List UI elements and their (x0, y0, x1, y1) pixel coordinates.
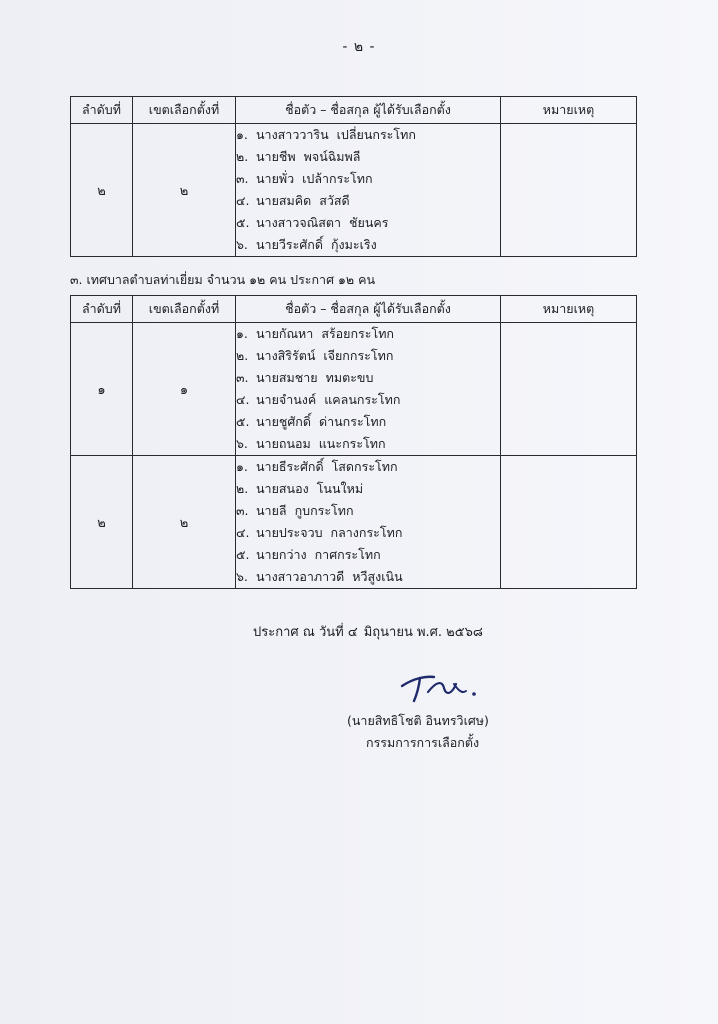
name-entry (236, 323, 500, 345)
table-row (71, 323, 637, 456)
surname: ทมตะขบ (325, 370, 374, 385)
announcement-date (253, 621, 483, 642)
name-index: ๒. (236, 149, 249, 164)
given-name: นายธีระศักดิ์ (256, 459, 324, 474)
name-entry (236, 345, 500, 367)
name-entry (236, 522, 500, 544)
surname: ด่านกระโทก (319, 414, 387, 429)
names-cell (236, 456, 501, 589)
given-name: นายถนอม (256, 436, 311, 451)
given-name: นายกัณหา (256, 326, 314, 341)
name-entry (236, 566, 500, 588)
name-index: ๕. (236, 215, 250, 230)
name-entry (236, 367, 500, 389)
given-name: นายสมชาย (256, 370, 318, 385)
section-heading: ๓. เทศบาลตำบลท่าเยี่ยม จำนวน ๑๒ คน ประกาศ ๑๒ คน (70, 272, 376, 287)
given-name: นางสาวจณิสตา (256, 215, 342, 230)
given-name: นายวีระศักดิ์ (256, 237, 323, 252)
remark-cell (501, 456, 637, 589)
header-name: ชื่อตัว – ชื่อสกุล ผู้ได้รับเลือกตั้ง (236, 97, 501, 124)
handwritten-signature (392, 664, 480, 706)
name-index: ๓. (236, 503, 249, 518)
district-cell: ๒ (133, 124, 236, 257)
table-header-row (71, 296, 637, 323)
elected-members-table (70, 295, 637, 589)
surname: กูบกระโทก (294, 503, 354, 518)
name-entry (236, 478, 500, 500)
given-name: นายกว่าง (256, 547, 307, 562)
name-index: ๑. (236, 326, 248, 341)
name-entry (236, 146, 500, 168)
order-cell: ๒ (71, 124, 133, 257)
name-index: ๓. (236, 370, 249, 385)
surname: กุ้งมะเริง (330, 237, 377, 252)
given-name: นายจำนงค์ (256, 392, 317, 407)
given-name: นางสาววาริน (256, 127, 329, 142)
table-row (71, 124, 637, 257)
names-cell (236, 323, 501, 456)
surname: กลางกระโทก (330, 525, 403, 540)
surname: พจน์ฉิมพลี (303, 149, 361, 164)
header-order: ลำดับที่ (71, 296, 133, 323)
elected-members-table-continued (70, 96, 637, 257)
header-order: ลำดับที่ (71, 97, 133, 124)
given-name: นายสนอง (256, 481, 309, 496)
page-number: - ๒ - (342, 39, 376, 55)
table-header-row (71, 97, 637, 124)
name-entry (236, 544, 500, 566)
district-cell: ๒ (133, 456, 236, 589)
name-entry (236, 212, 500, 234)
name-entry (236, 389, 500, 411)
surname: หวีสูงเนิน (352, 569, 403, 584)
name-entry (236, 411, 500, 433)
signer-name: (นายสิทธิโชติ อินทรวิเศษ) (347, 713, 489, 728)
name-index: ๒. (236, 481, 249, 496)
surname: โสดกระโทก (331, 459, 398, 474)
surname: ชัยนคร (349, 215, 389, 230)
order-cell: ๒ (71, 456, 133, 589)
header-district: เขตเลือกตั้งที่ (133, 97, 236, 124)
name-entry (236, 433, 500, 455)
name-entry (236, 500, 500, 522)
name-index: ๖. (236, 436, 248, 451)
name-index: ๔. (236, 193, 250, 208)
given-name: นายชีพ (256, 149, 296, 164)
remark-cell (501, 323, 637, 456)
name-index: ๓. (236, 171, 249, 186)
header-remark: หมายเหตุ (501, 296, 637, 323)
surname: สวัสดี (319, 193, 350, 208)
name-entry (236, 168, 500, 190)
order-cell: ๑ (71, 323, 133, 456)
name-entry (236, 456, 500, 478)
surname: กาศกระโทก (314, 547, 381, 562)
surname: แคลนกระโทก (324, 392, 401, 407)
name-index: ๖. (236, 569, 248, 584)
given-name: นายประจวบ (256, 525, 323, 540)
announcement-prefix: ประกาศ ณ วันที่ ๔ (253, 625, 358, 640)
given-name: นายสมคิด (256, 193, 312, 208)
header-remark: หมายเหตุ (501, 97, 637, 124)
surname: เจียกกระโทก (323, 348, 394, 363)
name-entry (236, 124, 500, 146)
name-entry (236, 190, 500, 212)
announcement-date-rest: มิถุนายน พ.ศ. ๒๕๖๘ (363, 625, 483, 640)
remark-cell (501, 124, 637, 257)
name-index: ๒. (236, 348, 249, 363)
surname: โนนใหม่ (316, 481, 364, 496)
surname: เปล้ากระโทก (302, 171, 373, 186)
name-index: ๑. (236, 459, 248, 474)
names-cell (236, 124, 501, 257)
district-cell: ๑ (133, 323, 236, 456)
signer-title: กรรมการการเลือกตั้ง (366, 735, 480, 750)
name-index: ๔. (236, 525, 250, 540)
header-name: ชื่อตัว – ชื่อสกุล ผู้ได้รับเลือกตั้ง (236, 296, 501, 323)
name-index: ๖. (236, 237, 248, 252)
given-name: นายพั่ว (256, 171, 295, 186)
name-index: ๑. (236, 127, 248, 142)
given-name: นางสาวอาภาวดี (256, 569, 345, 584)
surname: เปลี่ยนกระโทก (336, 127, 416, 142)
given-name: นายลี (256, 503, 287, 518)
name-index: ๔. (236, 392, 250, 407)
name-index: ๕. (236, 414, 250, 429)
given-name: นายชูศักดิ์ (256, 414, 311, 429)
name-entry (236, 234, 500, 256)
given-name: นางสิริรัตน์ (256, 348, 316, 363)
surname: สร้อยกระโทก (321, 326, 395, 341)
name-index: ๕. (236, 547, 250, 562)
header-district: เขตเลือกตั้งที่ (133, 296, 236, 323)
table-row (71, 456, 637, 589)
surname: แนะกระโทก (318, 436, 386, 451)
